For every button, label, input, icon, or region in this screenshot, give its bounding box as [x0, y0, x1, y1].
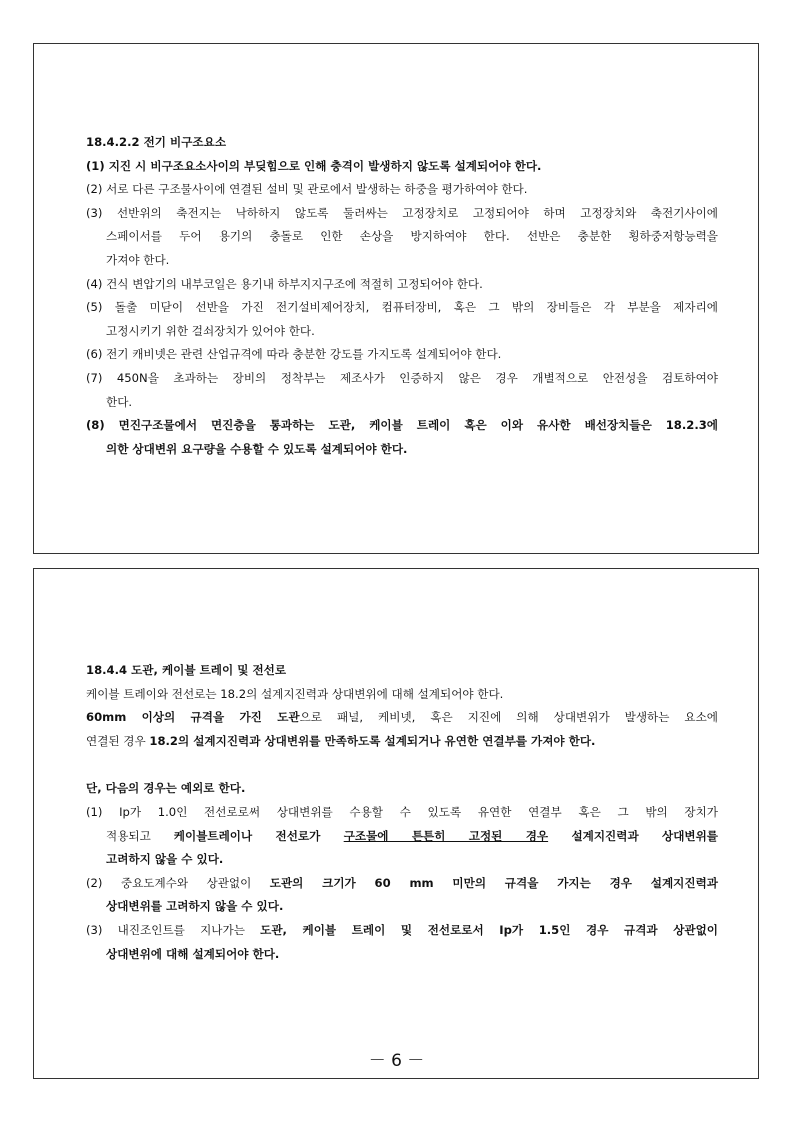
section-18-4-4 — [86, 659, 718, 966]
exception-heading: 단, 다음의 경우는 예외로 한다. — [86, 781, 246, 796]
paragraph-2-line-1 — [86, 706, 718, 730]
item-6: (6) 전기 캐비넷은 관련 산업규격에 따라 충분한 강도를 가지도록 설계되어야 한다. — [86, 347, 502, 362]
item-3 — [86, 202, 718, 273]
item-7 — [86, 367, 718, 414]
item-7-line-1: (7) 450N을 초과하는 장비의 정착부는 제조사가 인증하지 않은 경우 개별적으로 안전성을 검토하여야 — [86, 370, 718, 385]
exception-1-line-1: (1) Ip가 1.0인 전선로로써 상대변위를 수용할 수 있도록 유연한 연결부 혹은 그 밖의 장치가 — [86, 804, 718, 819]
item-8-line-1: (8) 면진구조물에서 면진층을 통과하는 도관, 케이블 트레이 혹은 이와 유사한 배선장치들은 18.2.3에 — [86, 418, 718, 433]
item-5 — [86, 296, 718, 343]
section-heading: 18.4.2.2 전기 비구조요소 — [86, 135, 227, 149]
exception-3-line-1 — [86, 919, 718, 943]
text: (2) 중요도계수와 상관없이 — [86, 875, 270, 890]
item-3-line-1: (3) 선반위의 축전지는 낙하하지 않도록 둘러싸는 고정장치로 고정되어야 하며 고정장치와 축전기사이에 — [86, 205, 718, 220]
bold-text: 60mm 이상의 규격을 가진 도관 — [86, 710, 300, 725]
item-8 — [86, 414, 718, 461]
paragraph-2 — [86, 706, 718, 753]
exception-1 — [86, 801, 718, 872]
lower-frame — [33, 568, 759, 1079]
item-5-line-2: 고정시키기 위한 걸쇠장치가 있어야 한다. — [106, 323, 315, 338]
exception-2 — [86, 872, 718, 919]
section-18-4-2-2 — [86, 131, 718, 461]
text: 으로 패널, 케비넷, 혹은 지진에 의해 상대변위가 발생하는 요소에 — [299, 710, 718, 725]
text: 연결된 경우 — [86, 733, 150, 748]
item-1: (1) 지진 시 비구조요소사이의 부딪힘으로 인해 충격이 발생하지 않도록 설계되어야 한다. — [86, 158, 542, 173]
underlined-bold-text: 구조물에 튼튼히 고정된 경우 — [343, 828, 549, 843]
upper-frame — [33, 43, 759, 554]
exception-1-line-2 — [86, 825, 718, 849]
section-heading: 18.4.4 도관, 케이블 트레이 및 전선로 — [86, 663, 287, 677]
bold-text: 도관, 케이블 트레이 및 전선로로서 Ip가 1.5인 경우 규격과 상관없이 — [260, 922, 718, 937]
paragraph-2-line-2 — [86, 730, 718, 754]
item-3-line-2: 스페이서를 두어 용기의 충돌로 인한 손상을 방지하여야 한다. 선반은 충분한 횡하중저항능력을 — [106, 229, 718, 244]
item-5-line-1: (5) 돌출 미닫이 선반을 가진 전기설비제어장치, 컴퓨터장비, 혹은 그 밖의 장비들은 각 부분을 제자리에 — [86, 300, 718, 315]
item-7-line-2: 한다. — [106, 394, 133, 409]
item-8-line-2: 의한 상대변위 요구량을 수용할 수 있도록 설계되어야 한다. — [106, 441, 408, 456]
item-3-line-3: 가져야 한다. — [106, 252, 170, 267]
exception-1-line-3: 고려하지 않을 수 있다. — [106, 852, 224, 867]
paragraph-1: 케이블 트레이와 전선로는 18.2의 설계지진력과 상대변위에 대해 설계되어야 한다. — [86, 686, 504, 701]
page-number: － 6 － — [368, 1051, 425, 1071]
bold-text: 설계지진력과 상대변위를 — [548, 828, 718, 843]
bold-text: 도관의 크기가 60 mm 미만의 규격을 가지는 경우 설계지진력과 — [269, 875, 718, 890]
exception-3 — [86, 919, 718, 966]
exception-3-line-2: 상대변위에 대해 설계되어야 한다. — [106, 946, 280, 961]
item-4: (4) 건식 변압기의 내부코일은 용기내 하부지지구조에 적절히 고정되어야 한다. — [86, 276, 483, 291]
text: 적용되고 — [106, 828, 174, 843]
bold-text: 18.2의 설계지진력과 상대변위를 만족하도록 설계되거나 유연한 연결부를 가져야 한다. — [149, 733, 596, 748]
item-2: (2) 서로 다른 구조물사이에 연결된 설비 및 관로에서 발생하는 하중을 평가하여야 한다. — [86, 182, 528, 197]
bold-text: 케이블트레이나 전선로가 — [173, 828, 344, 843]
text: (3) 내진조인트를 지나가는 — [86, 922, 261, 937]
exception-2-line-2: 상대변위를 고려하지 않을 수 있다. — [106, 899, 284, 914]
exception-2-line-1 — [86, 872, 718, 896]
spacer — [86, 753, 718, 777]
